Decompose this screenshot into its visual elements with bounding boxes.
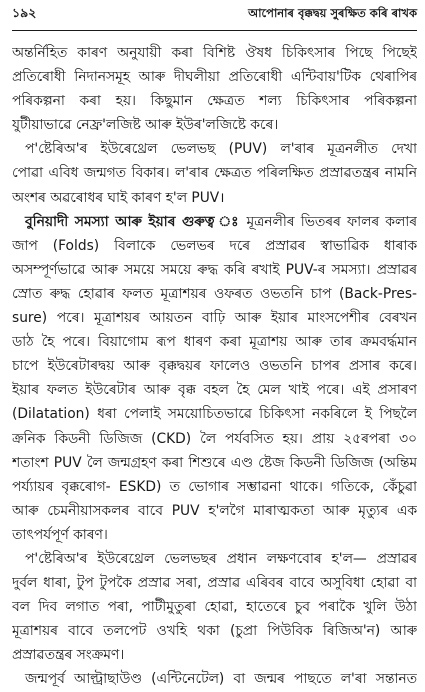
text-line: শতাংশ PUV লৈ জন্মগ্ৰহণ কৰা শিশুৰে এণ্ড ষ্টেজ কিডনী ডিজিজ (অন্তিম xyxy=(12,454,417,471)
text-line: পৰ্য্যায়ৰ বৃক্কৰোগ- ESKD) ত ভোগাৰ সম্ভাৱনা থাকে। গতিকে, কেঁচুৱা xyxy=(12,478,417,495)
text-line: অসম্পূৰ্ণভাৱে আৰু সময়ে সময়ে ৰুদ্ধ কৰি ৰখাই PUV-ৰ সমস্যা। প্ৰস্ৰাৱৰ xyxy=(12,261,417,278)
text-line: দুৰ্বল ধাৰা, টুপ টুপকৈ প্ৰস্ৰাৱ সৰা, প্ৰস্ৰাৱ এৰিবৰ বাবে অসুবিধা হোৱা বা xyxy=(12,575,417,592)
text-line: প্ৰস্ৰাৱতন্ত্ৰৰ সংক্ৰমণ। xyxy=(12,647,125,664)
text-line: প'ষ্টেৰিঅ'ৰ ইউৰেথ্ৰেল ভেলভছ (PUV) ল'ৰাৰ মূত্ৰনলীত দেখা xyxy=(25,141,417,158)
text-line-rest: মূত্ৰনলীৰ ভিতৰৰ ফালৰ কলাৰ xyxy=(246,213,417,230)
running-head: আপোনাৰ বৃক্কদ্বয় সুৰক্ষিত কৰি ৰাখক xyxy=(248,6,417,20)
text-line: জন্মপূৰ্ব আল্ট্ৰাছাউণ্ড (এন্টিনেটেল) বা জন্মৰ পাছতে ল'ৰা সন্তানত xyxy=(25,671,417,688)
text-line: স্ৰোত ৰুদ্ধ হোৱাৰ ফলত মূত্ৰাশয়ৰ ওফৰত ওভতনি চাপ (Back-Pres- xyxy=(12,285,417,302)
text-line xyxy=(12,210,417,234)
text-line: প'ষ্টেৰিঅ'ৰ ইউৰেথ্ৰেল ভেলভছৰ প্ৰধান লক্ষণবোৰ হ'ল— প্ৰস্ৰাৱৰ xyxy=(25,550,417,567)
text-line: ক্ৰনিক কিডনী ডিজিজ (CKD) লৈ পৰ্যবসিত হয়। প্ৰায় ২৫ৰপৰা ৩০ xyxy=(12,430,417,447)
text-line: বল দিব লগাত পৰা, পাটীমুতুৰা হোৱা, হাতেৰে চুব পৰাকৈ খুলি উঠা xyxy=(12,599,417,616)
text-line: পৰিকল্পনা কৰা হয়। কিছুমান ক্ষেত্ৰত শল্য চিকিৎসাৰ পৰিকল্পনা xyxy=(12,93,417,110)
section-heading: বুনিয়াদী সমস্যা আৰু ইয়াৰ গুৰুত্ব ঃ xyxy=(25,213,241,230)
paragraph xyxy=(12,667,417,691)
text-line: sure) পৰে। মূত্ৰাশয়ৰ আয়তন বাঢ়ি আৰু ইয়াৰ মাংসপেশীৰ বেৰখন xyxy=(12,310,417,327)
text-line: মূত্ৰাশয়ৰ বাবে তলপেট ওখহি থকা (চুপ্ৰা পিউবিক ৰিজিঅ'ন) আৰু xyxy=(12,623,417,640)
text-line: তাৎপৰ্যপূৰ্ণ কাৰণ। xyxy=(12,526,108,543)
page-header xyxy=(12,2,417,31)
text-line: আৰু চেমনীয়াসকলৰ বাবে PUV হ'লগৈ মাৰাত্মকতা আৰু মৃত্যুৰ এক xyxy=(12,502,417,519)
paragraph xyxy=(12,41,417,137)
paragraph xyxy=(12,137,417,209)
text-line: চাপে ইউৰেটাৰদ্বয় আৰু বৃক্কদ্বয়ৰ ফালেও ওভতনি চাপৰ প্ৰসাৰ কৰে। xyxy=(12,358,417,375)
book-page xyxy=(12,0,417,691)
paragraph xyxy=(12,210,417,547)
paragraph xyxy=(12,547,417,667)
text-line: জাপ (Folds) বিলাকে ভেলভৰ দৰে প্ৰস্ৰাৱৰ স্বাভাৱিক ধাৰাক xyxy=(12,237,417,254)
text-line: ইয়াৰ ফলত ইউৰেটাৰ আৰু বৃক্ক বহল হৈ মেল খাই পৰে। এই প্ৰসাৰণ xyxy=(12,382,417,399)
text-line: অন্তৰ্নিহিত কাৰণ অনুযায়ী কৰা বিশিষ্ট ঔষধ চিকিৎসাৰ পিছে পিছেই xyxy=(12,45,417,61)
text-line: পোৱা এবিধ জন্মগত বিকাৰ। ল'ৰাৰ ক্ষেত্ৰত পৰিলক্ষিত প্ৰস্ৰাৱতন্ত্ৰৰ নামনি xyxy=(12,165,417,182)
text-line: ডাঠ হৈ পৰে। বিয়াগোম ৰূপ ধাৰণ কৰা মূত্ৰাশয় আৰু তাৰ ক্ৰমবৰ্দ্ধমান xyxy=(12,334,417,351)
text-line: যুটীয়াভাৱে নেফ্ৰ'লজিষ্ট আৰু ইউৰ'লজিষ্টে কৰে। xyxy=(12,117,279,134)
text-line: অংশৰ অৱৰোধৰ ঘাই কাৰণ হ'ল PUV। xyxy=(12,189,225,206)
body-text xyxy=(12,41,417,692)
text-line: (Dilatation) ধৰা পেলাই সময়োচিতভাৱে চিকিৎসা নকৰিলে ই পিছলৈ xyxy=(12,406,417,423)
page-number: ১৯২ xyxy=(12,5,37,20)
text-line: প্ৰতিৰোধী নিদানসমূহ আৰু দীঘলীয়া প্ৰতিৰোধী এন্টিবায়'টিক থেৰাপিৰ xyxy=(12,69,417,86)
